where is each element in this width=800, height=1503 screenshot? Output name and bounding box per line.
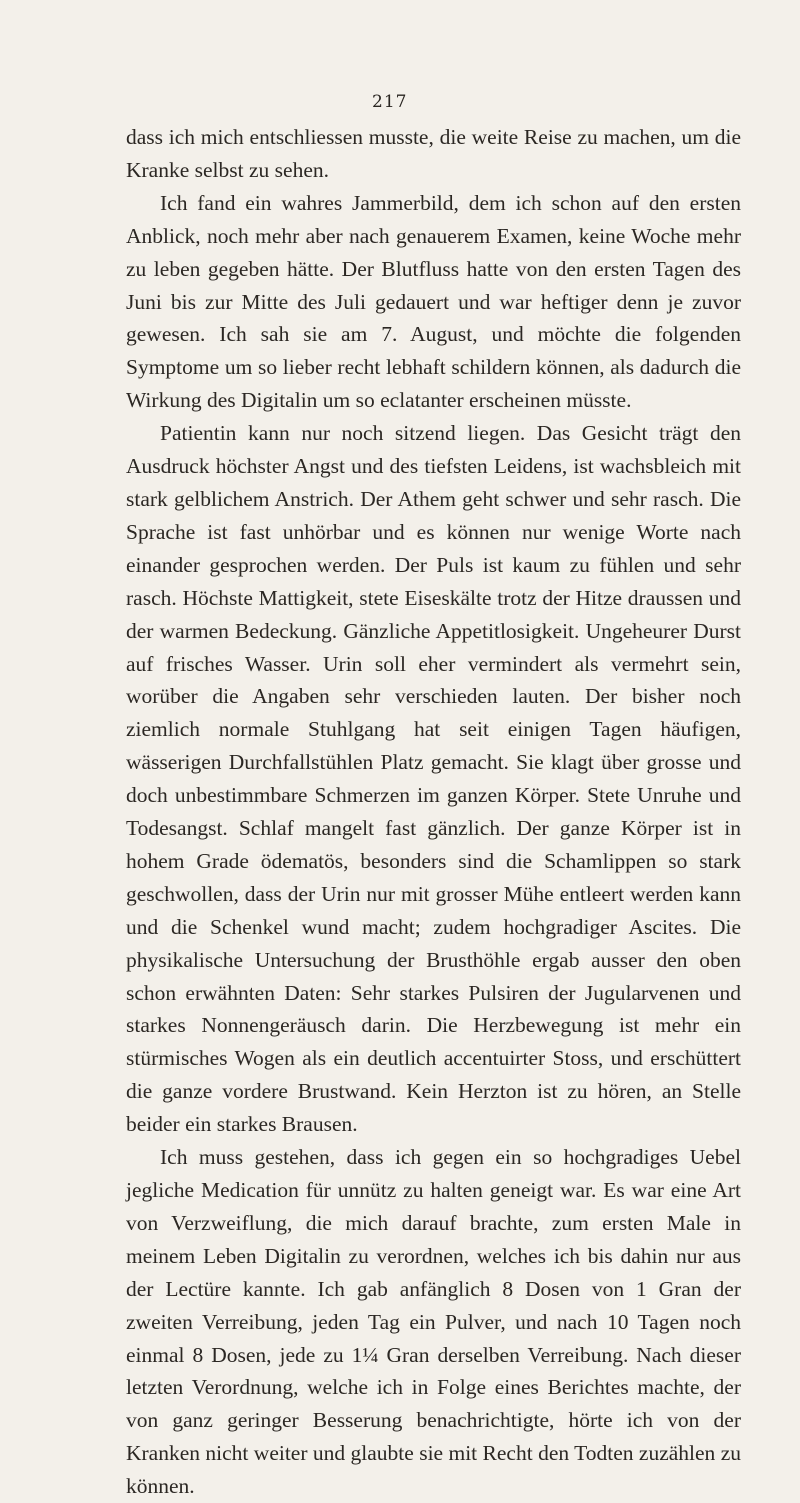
paragraph-jammerbild: Ich fand ein wahres Jammerbild, dem ich schon auf den ersten Anblick, noch mehr aber nach genauerem Examen, keine Woche mehr zu leben gegeben hätte. Der Blutfluss hatte von den ersten Tagen des Juni bis zur Mitte des Juli gedauert und war heftiger denn je zuvor gewesen. Ich sah sie am 7. August, und möchte die folgenden Symptome um so lieber recht lebhaft schildern können, als dadurch die Wirkung des Digitalin um so eclatanter erscheinen müsste.: [126, 190, 741, 413]
paragraph-symptoms: Patientin kann nur noch sitzend liegen. Das Gesicht trägt den Ausdruck höchster Angst und des tiefsten Leidens, ist wachsbleich mit stark gelblichem Anstrich. Der Athem geht schwer und sehr rasch. Die Sprache ist fast unhörbar und es können nur wenige Worte nach einander gesprochen werden. Der Puls ist kaum zu fühlen und sehr rasch. Höchste Mattigkeit, stete Eiseskälte trotz der Hitze draussen und der warmen Bedeckung. Gänzliche Appetitlosigkeit. Ungeheurer Durst auf frisches Wasser. Urin soll eher vermindert als vermehrt sein, worüber die Angaben sehr verschieden lauten. Der bisher noch ziemlich normale Stuhlgang hat seit einigen Tagen häufigen, wässerigen Durchfallstühlen Platz gemacht. Sie klagt über grosse und doch unbestimmbare Schmerzen im ganzen Körper. Stete Unruhe und Todesangst. Schlaf mangelt fast gänzlich. Der ganze Körper ist in hohem Grade ödematös, besonders sind die Schamlippen so stark geschwollen, dass der Urin nur mit grosser Mühe entleert werden kann und die Schenkel wund macht; zudem hochgradiger Ascites. Die physikalische Untersuchung der Brusthöhle ergab ausser den oben schon erwähnten Daten: Sehr starkes Pulsiren der Jugularvenen und starkes Nonnengeräusch darin. Die Herzbewegung ist mehr ein stürmisches Wogen als ein deutlich accentuirter Stoss, und erschüttert die ganze vordere Brustwand. Kein Herzton ist zu hören, an Stelle beider ein starkes Brausen.: [126, 421, 741, 1137]
body-text: [126, 121, 741, 1503]
paragraph-continuation: dass ich mich entschliessen musste, die weite Reise zu machen, um die Kranke selbst zu sehen.: [126, 125, 741, 182]
page-number: 217: [372, 92, 408, 112]
paragraph-medication: Ich muss gestehen, dass ich gegen ein so hochgradiges Uebel jegliche Medication für unnütz zu halten geneigt war. Es war eine Art von Verzweiflung, die mich darauf brachte, zum ersten Male in meinem Leben Digitalin zu verordnen, welches ich bis dahin nur aus der Lectüre kannte. Ich gab anfänglich 8 Dosen von 1 Gran der zweiten Verreibung, jeden Tag ein Pulver, und nach 10 Tagen noch einmal 8 Dosen, jede zu 1¼ Gran derselben Verreibung. Nach dieser letzten Verordnung, welche ich in Folge eines Berichtes machte, der von ganz geringer Besserung benachrichtigte, hörte ich von der Kranken nicht weiter und glaubte sie mit Recht den Todten zuzählen zu können.: [126, 1145, 741, 1499]
